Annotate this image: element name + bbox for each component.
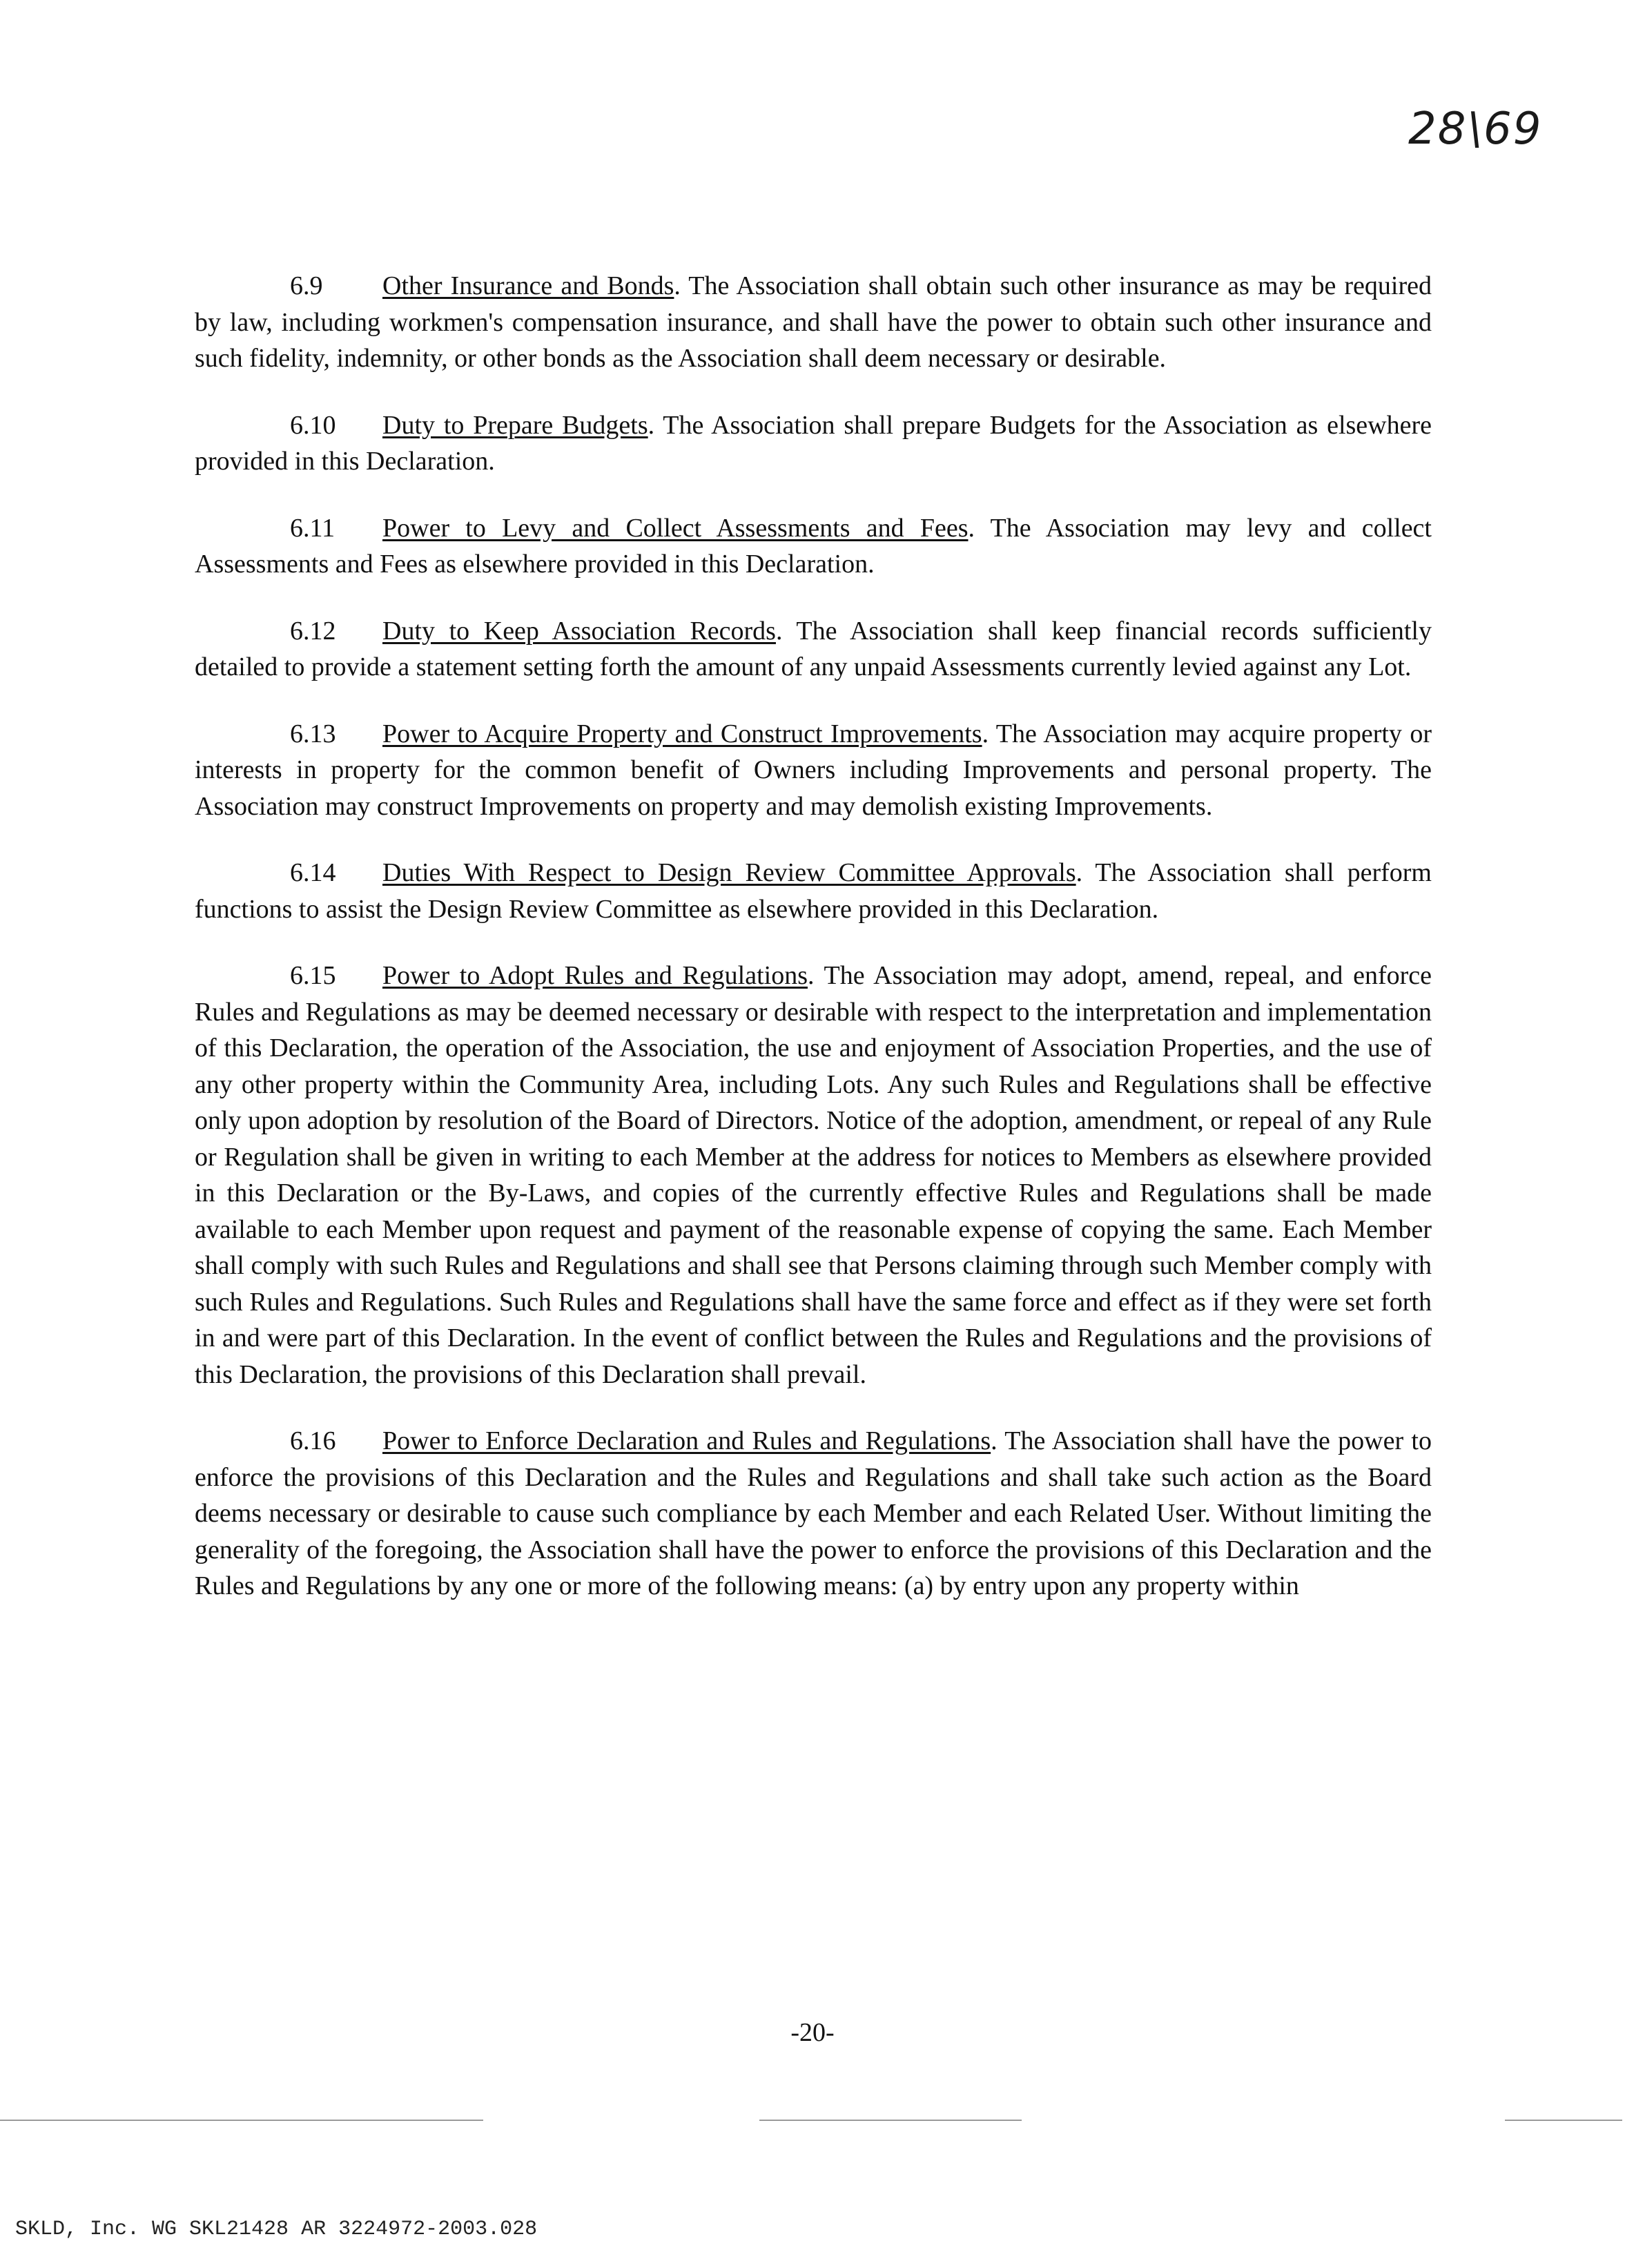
section-number: 6.13 (290, 719, 336, 748)
handwritten-page-note: 28\69 (1408, 104, 1543, 155)
section-6-10 (195, 407, 1432, 480)
section-number: 6.11 (290, 513, 335, 543)
scan-artifact-line (759, 2120, 1022, 2121)
section-heading: Duty to Keep Association Records (382, 616, 776, 646)
section-6-12 (195, 613, 1432, 686)
document-body (195, 268, 1432, 1635)
section-number: 6.14 (290, 858, 336, 887)
section-text: . The Association may levy and collect Assessments and Fees as elsewhere provided in this Declaration. (195, 513, 1432, 579)
section-6-16 (195, 1423, 1432, 1605)
section-text: . The Association shall have the power to enforce the provisions of this Declaration and the Rules and Regulations and shall take such action as the Board deems necessary or desirable to cause such compliance by each Member and each Related User. Without limiting the generality of the foregoing, the Association shall have the power to enforce the provisions of this Declaration and the Rules and Regulations by any one or more of the following means: (a) by entry upon any property within (195, 1426, 1432, 1600)
section-number: 6.12 (290, 616, 336, 646)
section-text: . The Association shall keep financial records sufficiently detailed to provide a statement setting forth the amount of any unpaid Assessments currently levied against any Lot. (195, 616, 1432, 681)
section-text: . The Association shall perform functions to assist the Design Review Committee as elsewhere provided in this Declaration. (195, 858, 1432, 924)
section-6-14 (195, 855, 1432, 927)
section-heading: Other Insurance and Bonds (382, 271, 674, 300)
section-6-11 (195, 510, 1432, 583)
section-number: 6.16 (290, 1426, 336, 1455)
section-6-13 (195, 716, 1432, 825)
section-number: 6.15 (290, 961, 336, 990)
section-text: . The Association may acquire property or interests in property for the common benefit of Owners including Improvements and personal property. The Association may construct Improvements on property and may demolish existing Improvements. (195, 719, 1432, 821)
section-text: . The Association may adopt, amend, repeal, and enforce Rules and Regulations as may be deemed necessary or desirable with respect to the interpretation and implementation of this Declaration, the operation of the Association, the use and enjoyment of Association Properties, and the use of any other property within the Community Area, including Lots. Any such Rules and Regulations shall be effective only upon adoption by resolution of the Board of Directors. Notice of the adoption, amendment, or repeal of any Rule or Regulation shall be given in writing to each Member at the address for notices to Members as elsewhere provided in this Declaration or the By-Laws, and copies of the currently effective Rules and Regulations shall be made available to each Member upon request and payment of the reasonable expense of copying the same. Each Member shall comply with such Rules and Regulations and shall see that Persons claiming through such Member comply with such Rules and Regulations. Such Rules and Regulations shall have the same force and effect as if they were set forth in and were part of this Declaration. In the event of conflict between the Rules and Regulations and the provisions of this Declaration, the provisions of this Declaration shall prevail. (195, 961, 1432, 1389)
section-heading: Power to Enforce Declaration and Rules and Regulations (382, 1426, 991, 1455)
scan-artifact-line (1505, 2120, 1622, 2121)
section-heading: Power to Acquire Property and Construct Improvements (382, 719, 982, 748)
section-6-9 (195, 268, 1432, 377)
section-text: . The Association shall obtain such other insurance as may be required by law, including workmen's compensation insurance, and shall have the power to obtain such other insurance and such fidelity, indemnity, or other bonds as the Association shall deem necessary or desirable. (195, 271, 1432, 373)
section-heading: Duties With Respect to Design Review Committee Approvals (382, 858, 1076, 887)
section-number: 6.9 (290, 271, 323, 300)
section-text: . The Association shall prepare Budgets for the Association as elsewhere provided in this Declaration. (195, 410, 1432, 476)
scan-artifact-line (0, 2120, 483, 2121)
section-6-15 (195, 958, 1432, 1393)
section-heading: Power to Adopt Rules and Regulations (382, 961, 808, 990)
section-heading: Duty to Prepare Budgets (382, 410, 648, 440)
footer-document-id: SKLD, Inc. WG SKL21428 AR 3224972-2003.028 (15, 2218, 538, 2241)
section-heading: Power to Levy and Collect Assessments and Fees (382, 513, 969, 543)
page-number: -20- (790, 2018, 835, 2047)
section-number: 6.10 (290, 410, 336, 440)
